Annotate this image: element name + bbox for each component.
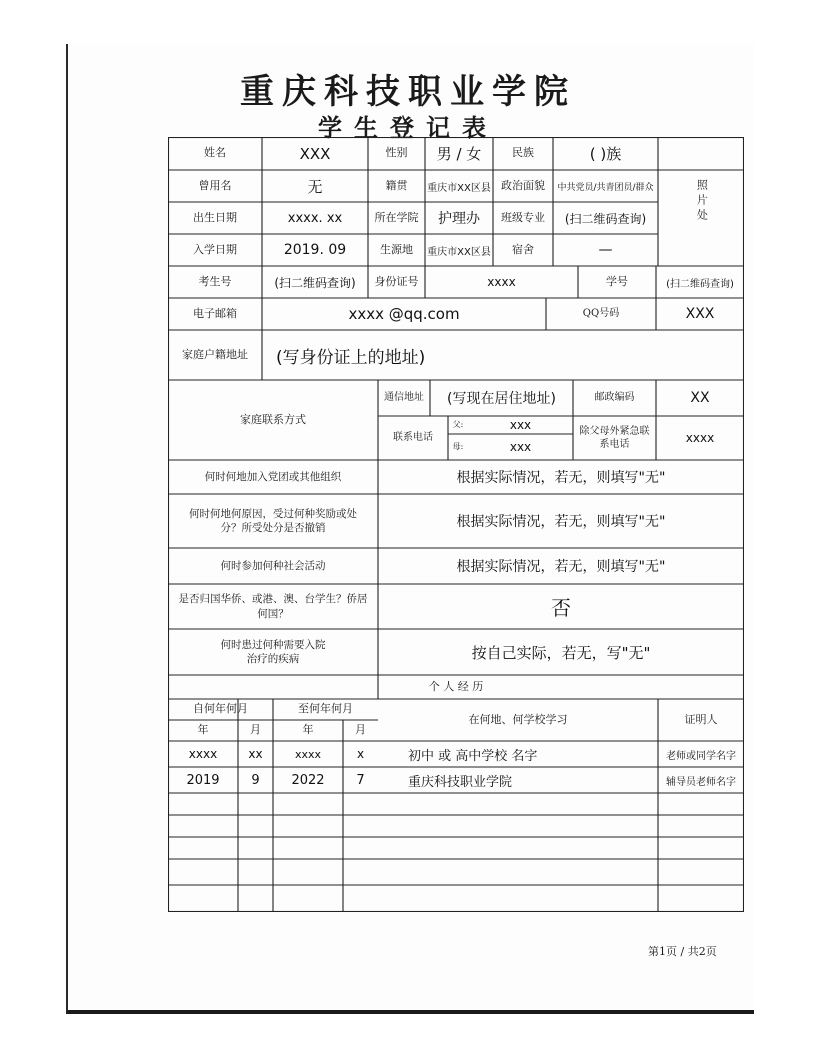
exp-row-2-place[interactable]: 重庆科技职业学院 xyxy=(408,774,513,790)
exp-row-1-to-month[interactable]: x xyxy=(356,747,365,761)
value-student-no[interactable]: (扫二维码查询) xyxy=(666,278,734,290)
label-emergency: 除父母外紧急联系电话 xyxy=(579,425,650,450)
label-political-status: 政治面貌 xyxy=(501,178,545,192)
value-emergency-phone[interactable]: xxxx xyxy=(685,431,715,445)
label-dorm: 宿舍 xyxy=(512,242,534,256)
school-title: 重庆科技职业学院 xyxy=(240,72,576,112)
value-ethnicity[interactable]: ( )族 xyxy=(589,145,622,163)
value-mother-phone[interactable]: xxx xyxy=(509,440,532,454)
value-household-addr[interactable]: (写身份证上的地址) xyxy=(276,347,426,368)
label-family-contact: 家庭联系方式 xyxy=(240,412,306,426)
value-father-phone[interactable]: xxx xyxy=(509,418,532,432)
value-dorm[interactable]: — xyxy=(598,242,613,258)
label-rewards: 何时何地何原因，受过何种奖励或处分？所受处分是否撤销 xyxy=(189,507,357,534)
registration-form xyxy=(168,137,744,912)
label-to-month: 月 xyxy=(355,723,366,737)
label-student-no: 学号 xyxy=(606,274,628,288)
value-college[interactable]: 护理办 xyxy=(438,211,480,227)
form-title: 学生登记表 xyxy=(318,113,498,142)
value-postcode[interactable]: XX xyxy=(690,390,710,406)
label-mail-addr: 通信地址 xyxy=(384,392,424,404)
value-native-place[interactable]: 重庆市XX区县 xyxy=(427,182,491,194)
label-from-year: 年 xyxy=(197,723,209,737)
value-enroll-date[interactable]: 2019. 09 xyxy=(283,242,347,258)
value-mail-addr[interactable]: (写现在居住地址) xyxy=(447,391,556,407)
label-former-name: 曾用名 xyxy=(198,178,232,192)
value-illness[interactable]: 按自己实际，若无，写"无" xyxy=(471,643,651,662)
exp-row-1-witness[interactable]: 老师或同学名字 xyxy=(666,750,736,762)
label-mother: 母: xyxy=(452,441,464,451)
value-name[interactable]: XXX xyxy=(299,144,331,163)
exp-row-2-to-year[interactable]: 2022 xyxy=(291,772,325,788)
value-social[interactable]: 根据实际情况，若无，则填写"无" xyxy=(456,559,666,575)
label-gender: 性别 xyxy=(385,146,408,160)
value-former-name[interactable]: 无 xyxy=(307,177,323,196)
label-photo: 照片处 xyxy=(695,179,709,224)
label-contact-phone: 联系电话 xyxy=(393,432,433,444)
value-party-join[interactable]: 根据实际情况，若无，则填写"无" xyxy=(456,470,666,486)
value-class-major[interactable]: (扫二维码查询) xyxy=(564,211,647,226)
value-gender[interactable]: 男 / 女 xyxy=(436,145,482,163)
label-postcode: 邮政编码 xyxy=(594,392,635,404)
exp-row-2-witness[interactable]: 辅导员老师名字 xyxy=(666,776,736,788)
label-birth-date: 出生日期 xyxy=(193,210,237,224)
label-enroll-date: 入学日期 xyxy=(193,242,237,256)
photo-area xyxy=(658,137,744,266)
value-id-no[interactable]: xxxx xyxy=(487,275,516,289)
value-rewards[interactable]: 根据实际情况，若无，则填写"无" xyxy=(456,514,666,530)
value-political-status[interactable]: 中共党员/共青团员/群众 xyxy=(557,182,654,193)
label-qq: QQ号码 xyxy=(582,308,620,320)
page-number: 第1页 / 共2页 xyxy=(648,945,717,958)
section-experience: 个 人 经 历 xyxy=(428,679,484,693)
label-origin: 生源地 xyxy=(380,242,413,256)
exp-row-2-to-month[interactable]: 7 xyxy=(356,772,365,788)
label-ethnicity: 民族 xyxy=(512,146,534,160)
label-to-year: 年 xyxy=(302,723,314,737)
value-email[interactable]: xxxx @qq.com xyxy=(348,305,460,323)
label-from-date: 自何年何月 xyxy=(193,702,248,716)
exp-row-1-from-month[interactable]: xx xyxy=(248,747,263,761)
label-where-study: 在何地、何学校学习 xyxy=(468,712,568,726)
exp-row-1-from-year[interactable]: xxxx xyxy=(188,747,218,761)
exp-row-2-from-year[interactable]: 2019 xyxy=(186,772,220,788)
label-class-major: 班级专业 xyxy=(501,210,545,224)
label-email: 电子邮箱 xyxy=(193,306,237,320)
label-to-date: 至何年何月 xyxy=(298,702,353,716)
value-qq[interactable]: XXX xyxy=(685,306,715,322)
exp-row-1-to-year[interactable]: xxxx xyxy=(294,747,322,761)
value-exam-no[interactable]: (扫二维码查询) xyxy=(274,275,356,290)
label-social: 何时参加何种社会活动 xyxy=(220,559,326,572)
exp-row-1-place[interactable]: 初中 或 高中学校 名字 xyxy=(408,748,538,764)
label-father: 父: xyxy=(452,419,464,429)
label-native-place: 籍贯 xyxy=(385,178,408,192)
label-exam-no: 考生号 xyxy=(198,274,232,288)
label-overseas: 是否归国华侨、或港、澳、台学生？侨居何国？ xyxy=(178,593,368,620)
value-overseas[interactable]: 否 xyxy=(551,596,571,620)
label-witness: 证明人 xyxy=(684,712,718,726)
label-illness: 何时患过何种需要入院治疗的疾病 xyxy=(220,638,326,665)
label-college: 所在学院 xyxy=(374,210,419,224)
value-origin[interactable]: 重庆市XX区县 xyxy=(427,246,491,258)
label-household-addr: 家庭户籍地址 xyxy=(182,347,248,361)
label-name: 姓名 xyxy=(204,146,226,160)
label-party-join: 何时何地加入党团或其他组织 xyxy=(204,470,342,483)
value-birth-date[interactable]: xxxx. xx xyxy=(287,210,343,226)
label-from-month: 月 xyxy=(250,723,261,737)
exp-row-2-from-month[interactable]: 9 xyxy=(251,772,260,788)
label-id-no: 身份证号 xyxy=(374,274,419,288)
